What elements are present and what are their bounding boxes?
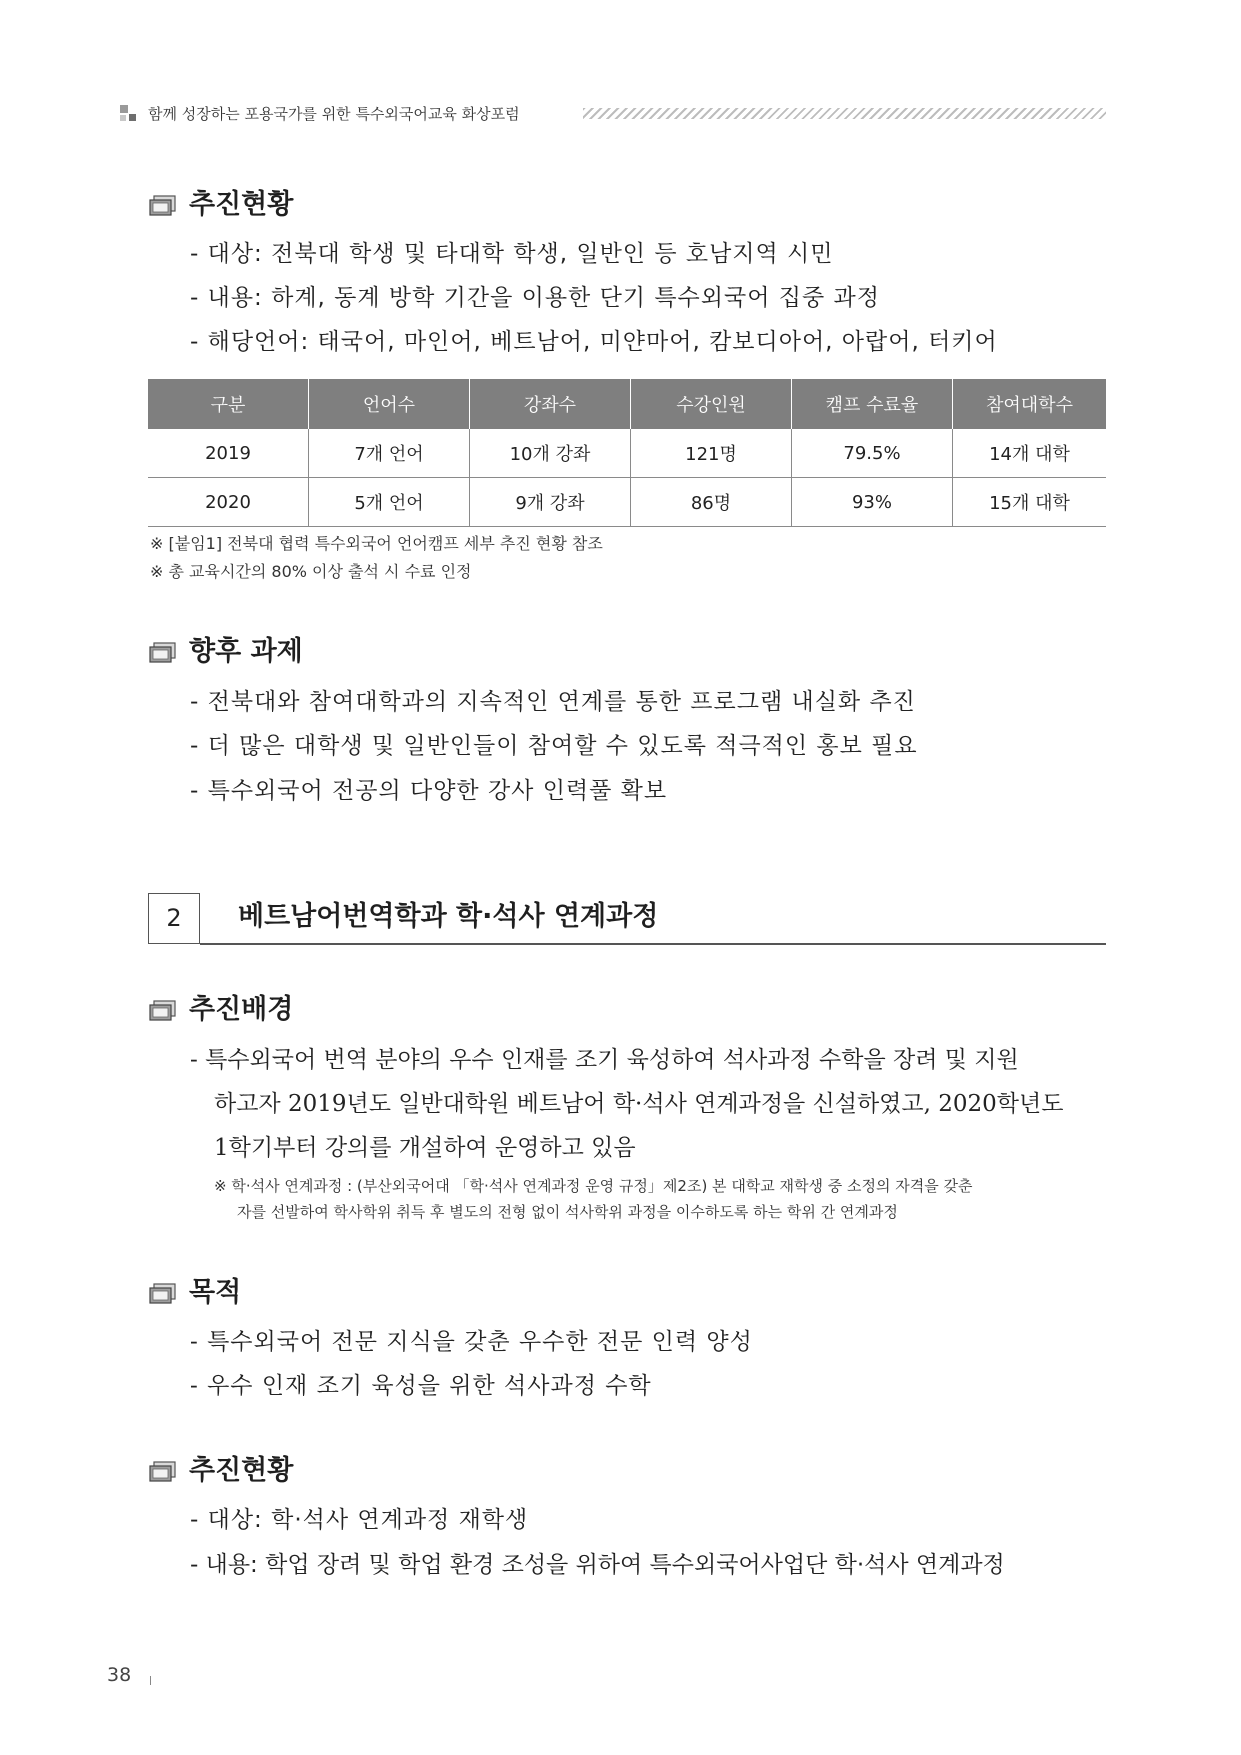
square-blocks-icon (120, 105, 138, 123)
page-number-divider (150, 1676, 151, 1685)
folder-box-icon (149, 642, 176, 663)
table-cell: 79.5% (792, 429, 953, 478)
table-cell: 121명 (631, 429, 792, 478)
folder-box-icon (149, 195, 176, 216)
folder-box-icon (149, 1461, 176, 1482)
section-heading-text: 목적 (189, 1277, 242, 1308)
table-cell: 9개 강좌 (470, 478, 631, 527)
table-header-row (148, 379, 1106, 429)
table-cell: 7개 언어 (309, 429, 470, 478)
section-heading-text: 추진현황 (189, 189, 294, 220)
running-header-title: 함께 성장하는 포용국가를 위한 특수외국어교육 화상포럼 (148, 105, 520, 123)
table-header-cell: 수강인원 (631, 379, 792, 429)
header-hatch-bar (583, 108, 1106, 119)
table-cell: 5개 언어 (309, 478, 470, 527)
bullet-line: - 더 많은 대학생 및 일반인들이 참여할 수 있도록 적극적인 홍보 필요 (190, 733, 918, 759)
bullet-line: - 해당언어: 태국어, 마인어, 베트남어, 미얀마어, 캄보디아어, 아랍어, 터키어 (190, 329, 998, 355)
bullet-line: - 우수 인재 조기 육성을 위한 석사과정 수학 (190, 1373, 652, 1399)
table-cell: 93% (792, 478, 953, 527)
folder-box-icon (149, 1283, 176, 1304)
continuation-line: 1학기부터 강의를 개설하여 운영하고 있음 (214, 1135, 636, 1161)
table-header-cell: 구분 (148, 379, 309, 429)
section-title: 베트남어번역학과 학·석사 연계과정 (238, 901, 659, 932)
table-cell: 2019 (148, 429, 309, 478)
table-row (148, 478, 1106, 527)
table-cell: 2020 (148, 478, 309, 527)
bullet-line: - 특수외국어 전공의 다양한 강사 인력풀 확보 (190, 778, 668, 804)
section-heading-text: 추진현황 (189, 1455, 294, 1486)
bullet-line: - 전북대와 참여대학과의 지속적인 연계를 통한 프로그램 내실화 추진 (190, 689, 916, 715)
section-number-box: 2 (148, 893, 200, 944)
table-cell: 14개 대학 (953, 429, 1107, 478)
table-cell: 10개 강좌 (470, 429, 631, 478)
running-header (120, 103, 1106, 125)
section-heading-text: 향후 과제 (189, 636, 303, 667)
table-header-cell: 강좌수 (470, 379, 631, 429)
footnote: ※ [붙임1] 전북대 협력 특수외국어 언어캠프 세부 추진 현황 참조 (150, 534, 603, 553)
table-header-cell: 언어수 (309, 379, 470, 429)
section-heading-text: 추진배경 (189, 994, 294, 1025)
section-underline (200, 943, 1106, 945)
bullet-line: - 대상: 전북대 학생 및 타대학 학생, 일반인 등 호남지역 시민 (190, 241, 834, 267)
bullet-line: - 내용: 하계, 동계 방학 기간을 이용한 단기 특수외국어 집중 과정 (190, 285, 880, 311)
footnote: ※ 총 교육시간의 80% 이상 출석 시 수료 인정 (150, 562, 472, 581)
bullet-line: - 특수외국어 전문 지식을 갖춘 우수한 전문 인력 양성 (190, 1329, 753, 1355)
folder-box-icon (149, 1000, 176, 1021)
table-cell: 15개 대학 (953, 478, 1107, 527)
bullet-line: - 특수외국어 번역 분야의 우수 인재를 조기 육성하여 석사과정 수학을 장려 및 지원 (190, 1047, 1019, 1073)
table-header-cell: 참여대학수 (953, 379, 1107, 429)
bullet-line: - 대상: 학·석사 연계과정 재학생 (190, 1507, 529, 1533)
table-cell: 86명 (631, 478, 792, 527)
continuation-line: 하고자 2019년도 일반대학원 베트남어 학·석사 연계과정을 신설하였고, 2020학년도 (214, 1091, 1064, 1117)
table-row (148, 429, 1106, 478)
footnote: 자를 선발하여 학사학위 취득 후 별도의 전형 없이 석사학위 과정을 이수하도록 하는 학위 간 연계과정 (237, 1203, 898, 1221)
page-number: 38 (107, 1664, 132, 1686)
language-camp-table (148, 379, 1106, 527)
bullet-line: - 내용: 학업 장려 및 학업 환경 조성을 위하여 특수외국어사업단 학·석사 연계과정 (190, 1552, 1005, 1578)
footnote: ※ 학·석사 연계과정 : (부산외국어대 「학·석사 연계과정 운영 규정」제2조) 본 대학교 재학생 중 소정의 자격을 갖춘 (214, 1177, 973, 1195)
table-header-cell: 캠프 수료율 (792, 379, 953, 429)
